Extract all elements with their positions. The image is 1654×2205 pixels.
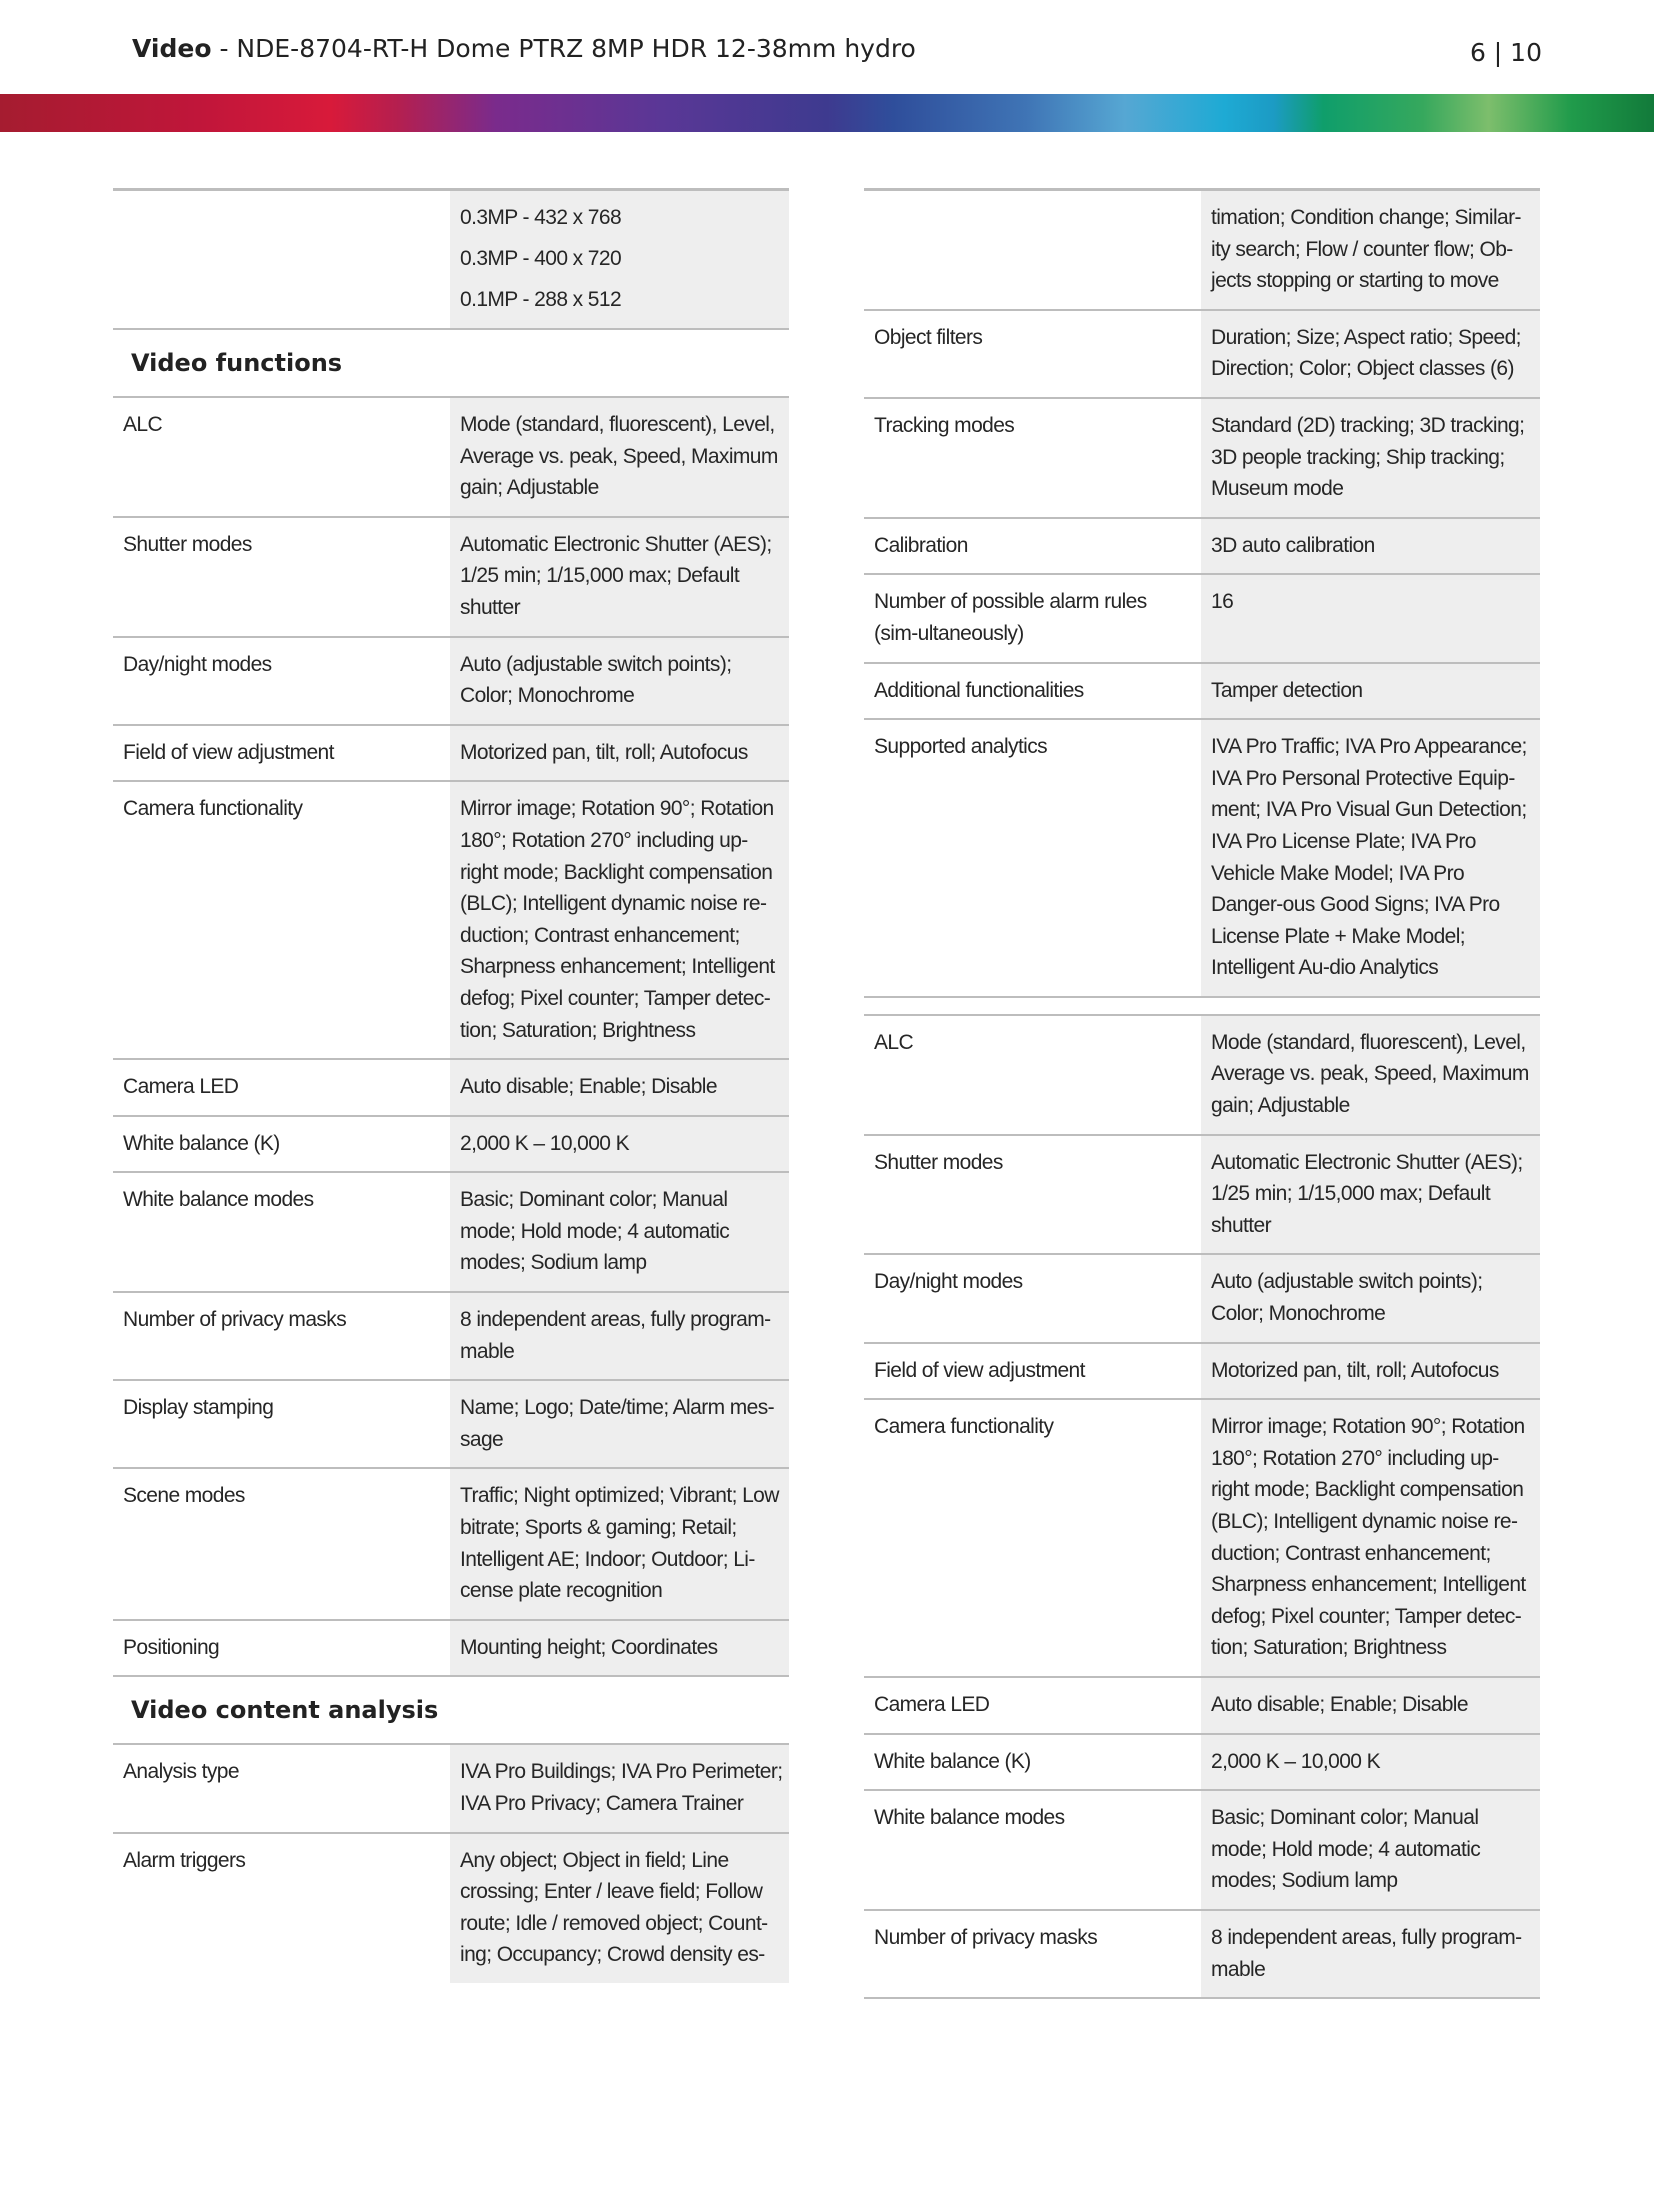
spec-value: Duration; Size; Aspect ratio; Speed; Direction; Color; Object classes (6) <box>1201 310 1540 398</box>
resolution-item: 0.3MP - 432 x 768 <box>460 206 622 229</box>
spec-value: Auto (adjustable switch points); Color; Monochrome <box>1201 1254 1540 1342</box>
table-row <box>113 1059 789 1116</box>
table-row <box>864 1677 1540 1734</box>
spec-key: Tracking modes <box>864 398 1201 518</box>
spec-value: Motorized pan, tilt, roll; Autofocus <box>450 725 789 782</box>
table-row <box>113 781 789 1059</box>
table-row <box>113 1744 789 1832</box>
table-row <box>864 398 1540 518</box>
table-row <box>864 719 1540 997</box>
spec-value: Mirror image; Rotation 90°; Rotation 180°; Rotation 270° including up-right mode; Backlight compensation (BLC); Intelligent dynamic noise re-duction; Contrast enhancement; Sharpness enhancement; Intelligent defog; Pixel counter; Tamper detec-tion; Saturation; Brightness <box>450 781 789 1059</box>
spec-value: 8 independent areas, fully program-mable <box>450 1292 789 1380</box>
section-heading-video-functions <box>113 329 789 397</box>
spec-key <box>113 190 450 330</box>
table-row <box>113 1620 789 1677</box>
spec-key: White balance modes <box>864 1790 1201 1910</box>
spec-value: Basic; Dominant color; Manual mode; Hold mode; 4 automatic modes; Sodium lamp <box>1201 1790 1540 1910</box>
table-row <box>864 310 1540 398</box>
spec-value: 8 independent areas, fully program-mable <box>1201 1910 1540 1998</box>
page-header <box>132 34 1542 74</box>
table-row <box>864 663 1540 720</box>
spec-value: Mounting height; Coordinates <box>450 1620 789 1677</box>
spec-key: Calibration <box>864 518 1201 575</box>
spec-value: IVA Pro Buildings; IVA Pro Perimeter; IVA Pro Privacy; Camera Trainer <box>450 1744 789 1832</box>
spec-key: Object filters <box>864 310 1201 398</box>
spec-key: Camera functionality <box>864 1399 1201 1677</box>
table-row <box>113 1380 789 1468</box>
spec-key <box>864 190 1201 310</box>
spec-key: Positioning <box>113 1620 450 1677</box>
spec-key: Day/night modes <box>113 637 450 725</box>
table-row <box>864 1343 1540 1400</box>
spec-key: Alarm triggers <box>113 1833 450 1983</box>
spec-key: White balance (K) <box>864 1734 1201 1791</box>
header-product-title: - NDE-8704-RT-H Dome PTRZ 8MP HDR 12-38mm hydro <box>211 34 916 63</box>
resolution-item: 0.1MP - 288 x 512 <box>460 288 622 311</box>
resolution-item: 0.3MP - 400 x 720 <box>460 247 622 270</box>
spec-value: timation; Condition change; Similar-ity search; Flow / counter flow; Ob-jects stopping or starting to move <box>1201 190 1540 310</box>
spec-value: Mirror image; Rotation 90°; Rotation 180°; Rotation 270° including up-right mode; Backlight compensation (BLC); Intelligent dynamic noise re-duction; Contrast enhancement; Sharpness enhancement; Intelligent defog; Pixel counter; Tamper detec-tion; Saturation; Brightness <box>1201 1399 1540 1677</box>
spec-key: ALC <box>113 397 450 517</box>
resolution-row <box>113 190 789 330</box>
spec-key: Display stamping <box>113 1380 450 1468</box>
table-row <box>113 1468 789 1619</box>
spec-key: Additional functionalities <box>864 663 1201 720</box>
section-heading-video-content-analysis <box>113 1676 789 1744</box>
table-row <box>864 1790 1540 1910</box>
table-gap <box>864 997 1540 1015</box>
table-row <box>113 637 789 725</box>
spec-value: Mode (standard, fluorescent), Level, Average vs. peak, Speed, Maximum gain; Adjustable <box>450 397 789 517</box>
spec-value: Auto (adjustable switch points); Color; Monochrome <box>450 637 789 725</box>
table-row <box>864 1734 1540 1791</box>
spec-key: Shutter modes <box>113 517 450 637</box>
spec-key: Field of view adjustment <box>864 1343 1201 1400</box>
spec-key: Camera LED <box>113 1059 450 1116</box>
left-column <box>113 188 789 1983</box>
spec-value: Any object; Object in field; Line crossing; Enter / leave field; Follow route; Idle / removed object; Count-ing; Occupancy; Crowd density es- <box>450 1833 789 1983</box>
spec-key: Number of privacy masks <box>113 1292 450 1380</box>
spec-value: Traffic; Night optimized; Vibrant; Low bitrate; Sports & gaming; Retail; Intelligent AE; Indoor; Outdoor; Li-cense plate recognition <box>450 1468 789 1619</box>
spec-key: Day/night modes <box>864 1254 1201 1342</box>
spec-key: Supported analytics <box>864 719 1201 997</box>
spec-value: Name; Logo; Date/time; Alarm mes-sage <box>450 1380 789 1468</box>
spec-value: Auto disable; Enable; Disable <box>1201 1677 1540 1734</box>
spec-value: 16 <box>1201 574 1540 662</box>
spec-value: 2,000 K – 10,000 K <box>450 1116 789 1173</box>
spec-key: Shutter modes <box>864 1135 1201 1255</box>
spec-key: Field of view adjustment <box>113 725 450 782</box>
continued-row <box>864 190 1540 310</box>
spec-value: Mode (standard, fluorescent), Level, Average vs. peak, Speed, Maximum gain; Adjustable <box>1201 1015 1540 1135</box>
spec-key: Number of privacy masks <box>864 1910 1201 1998</box>
right-column <box>864 188 1540 1999</box>
table-row <box>864 574 1540 662</box>
spec-value: Tamper detection <box>1201 663 1540 720</box>
spec-key: Analysis type <box>113 1744 450 1832</box>
spec-value: Auto disable; Enable; Disable <box>450 1059 789 1116</box>
spec-value: Basic; Dominant color; Manual mode; Hold mode; 4 automatic modes; Sodium lamp <box>450 1172 789 1292</box>
spec-key: White balance modes <box>113 1172 450 1292</box>
spec-key: ALC <box>864 1015 1201 1135</box>
right-spec-table <box>864 188 1540 1999</box>
table-row <box>864 1910 1540 1998</box>
spec-value: Standard (2D) tracking; 3D tracking; 3D people tracking; Ship tracking; Museum mode <box>1201 398 1540 518</box>
header-section-title: Video <box>132 34 212 63</box>
spec-key: Camera functionality <box>113 781 450 1059</box>
brand-color-stripe <box>0 94 1654 132</box>
spec-value: IVA Pro Traffic; IVA Pro Appearance; IVA Pro Personal Protective Equip-ment; IVA Pro Visual Gun Detection; IVA Pro License Plate; IVA Pro Vehicle Make Model; IVA Pro Danger-ous Good Signs; IVA Pro License Plate + Make Model; Intelligent Au-dio Analytics <box>1201 719 1540 997</box>
spec-value: 2,000 K – 10,000 K <box>1201 1734 1540 1791</box>
table-row <box>113 1116 789 1173</box>
spec-key: Scene modes <box>113 1468 450 1619</box>
left-spec-table <box>113 188 789 1983</box>
spec-value: Automatic Electronic Shutter (AES); 1/25 min; 1/15,000 max; Default shutter <box>450 517 789 637</box>
table-row <box>113 397 789 517</box>
spec-key: White balance (K) <box>113 1116 450 1173</box>
table-row <box>113 725 789 782</box>
section-title: Video functions <box>113 329 789 397</box>
table-row <box>864 518 1540 575</box>
table-row <box>864 1254 1540 1342</box>
table-row <box>113 517 789 637</box>
resolution-list <box>450 190 789 330</box>
spec-key: Number of possible alarm rules (sim-ultaneously) <box>864 574 1201 662</box>
section-title: Video content analysis <box>113 1676 789 1744</box>
table-row <box>113 1292 789 1380</box>
table-row <box>113 1172 789 1292</box>
page-number: 6 | 10 <box>1469 38 1542 67</box>
spec-value: Motorized pan, tilt, roll; Autofocus <box>1201 1343 1540 1400</box>
spec-key: Camera LED <box>864 1677 1201 1734</box>
spec-value: 3D auto calibration <box>1201 518 1540 575</box>
table-row <box>864 1015 1540 1135</box>
table-row <box>864 1399 1540 1677</box>
table-row <box>864 1135 1540 1255</box>
table-row <box>113 1833 789 1983</box>
spec-value: Automatic Electronic Shutter (AES); 1/25 min; 1/15,000 max; Default shutter <box>1201 1135 1540 1255</box>
